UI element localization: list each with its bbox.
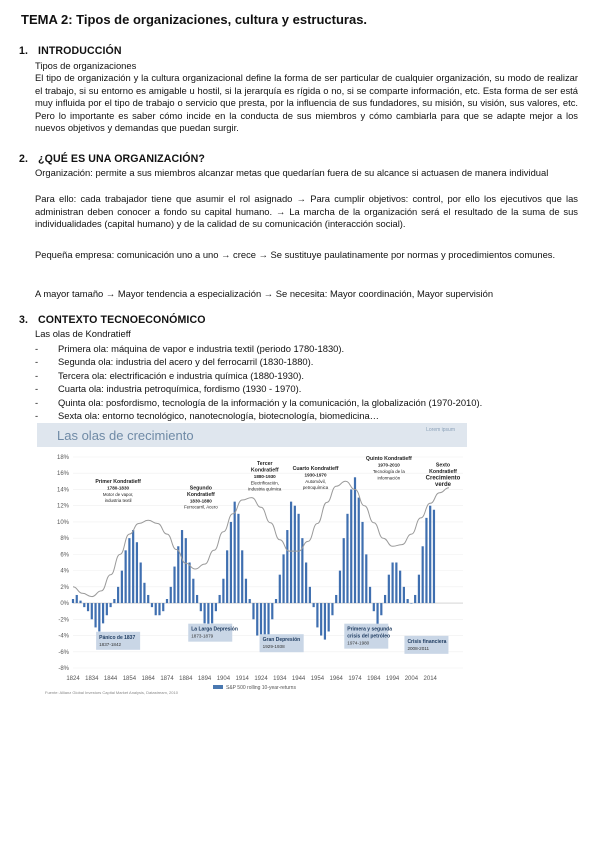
bar [72,599,74,603]
bar [320,603,322,635]
document-title: TEMA 2: Tipos de organizaciones, cultura y estructuras. [21,12,368,27]
section-2-paragraph-4: A mayor tamaño → Mayor tendencia a especialización → Se necesita: Mayor coordinación, Mayor supervisión [35,288,494,299]
x-tick-label: 1884 [179,676,193,682]
y-tick-label: 0% [60,601,69,608]
y-tick-label: 4% [60,568,69,575]
x-tick-label: 1924 [254,676,268,682]
bar [76,595,78,603]
x-tick-label: 1964 [329,676,343,682]
bar [433,510,435,603]
bar [204,603,206,623]
crisis-box [404,636,448,654]
bar [192,579,194,603]
wave-annotation-text: Kondratieff [429,469,457,476]
bar [128,538,130,603]
bar [222,579,224,603]
wave-annotation-text: Sexto [435,462,451,469]
section-1-paragraph: El tipo de organización y la cultura organizacional define la forma de ser particular de cualquier organización, su modo de realizar el trabajo, si su entorno es amigable u hostil, si la jerarquía es rígida o no, si se comparte información, etc. Esta forma de ser está muy influida por el tipo de trabajo o servicio que presta, por la influencia de sus fundadores, su misión, su visión, sus valores, etc. Pero lo importante es saber cómo incide en la conducta de sus miembros y cómo cambiarla para que se adapte mejor a los nuevos objetivos y demandas que puedan surgir. [35,72,578,134]
bar [403,587,405,603]
bar [158,603,160,615]
crisis-years: 2008-2011 [407,645,430,651]
crisis-label: Pánico de 1837 [99,634,136,641]
bar [313,603,315,607]
bar [410,603,412,604]
x-tick-label: 1874 [160,676,174,682]
crisis-label: Primera y segunda [347,626,393,633]
y-tick-label: 2% [60,584,69,591]
bar [425,518,427,603]
wave-annotation-text: 1970-2010 [377,462,400,468]
bar [151,603,153,607]
section-3-subheading: Las olas de Kondratieff [35,328,131,339]
bar [361,522,363,603]
section-2-number: 2. [19,153,29,165]
bar [185,538,187,603]
wave-annotation-text: industria química [248,486,282,492]
crisis-label: La Larga Depresión [191,626,238,633]
x-tick-label: 1974 [348,676,362,682]
bar [177,546,179,603]
bar [215,603,217,611]
bar [354,477,356,603]
section-1-heading [19,45,122,57]
section-2-paragraph-2: Para ello: cada trabajador tiene que asumir el rol asignado → Para cumplir objetivos: control, por ello los ejecutivos que las administran deben conocer a fondo su capital humano. → La marcha de la organización será el resultado de la suma de sus individualidades (capital humano) y de la calidad de su comunicación (interacción social). [35,193,578,230]
legend-label: S&P 500 rolling 10-year-returns [226,685,296,691]
chart-background [37,423,467,695]
crisis-years: 1837-1842 [99,641,122,647]
chart-source-note: Fuente: Allianz Global Investors Capital Market Analysis, Datastream, 2010 [45,690,178,695]
bar [275,599,277,603]
bar [271,603,273,619]
bar [181,530,183,603]
bar [166,599,168,603]
y-tick-label: 10% [56,519,69,526]
section-2-paragraph-1: Organización: permite a sus miembros alcanzar metas que quedarían fuera de su alcance si actuasen de manera individual [35,167,549,178]
bar [358,498,360,604]
list-item: - Primera ola: máquina de vapor e industria textil (periodo 1780-1830). [35,343,345,354]
wave-annotation-text: información [377,475,401,481]
waves-list [35,342,482,422]
wave-annotation-text: verde [434,481,452,488]
y-tick-label: 14% [56,487,69,494]
bar [241,550,243,603]
bar [188,563,190,604]
bar [286,530,288,603]
bar [279,575,281,603]
bar [237,514,239,603]
bar [407,599,409,603]
bar [79,601,81,603]
x-tick-label: 1934 [273,676,287,682]
bar [282,554,284,603]
wave-annotation-text: Tecnología de la [372,469,405,475]
wave-annotation-text: Electrificación, [250,480,279,486]
bar [117,587,119,603]
bar [380,603,382,615]
x-tick-label: 1984 [367,676,381,682]
bar [132,530,134,603]
wave-annotation-text: Ferrocarril, Acero [184,504,218,510]
y-tick-label: -2% [58,617,69,624]
bar [350,489,352,603]
section-1-subheading: Tipos de organizaciones [35,60,137,71]
x-tick-label: 1994 [385,676,400,682]
bar [324,603,326,640]
crisis-box [344,624,392,649]
bar [252,603,254,619]
list-item: - Quinta ola: posfordismo, tecnología de la información y la comunicación, la globalización (1970-2010). [35,396,483,408]
x-tick-label: 1944 [291,676,306,682]
wave-annotation-text: Crecimiento [425,475,461,482]
x-tick-label: 1854 [122,676,137,682]
bar [339,571,341,603]
bar [369,587,371,603]
wave-annotation-text: Tercer [257,461,273,468]
crisis-years: 1974-1980 [347,640,370,646]
bar [91,603,93,619]
chart-title: Las olas de crecimiento [57,428,194,443]
wave-annotation-text: Primer Kondratieff [95,478,141,485]
bar [245,579,247,603]
wave-annotation-text: Segundo [189,485,212,492]
bar [298,514,300,603]
bar [395,563,397,604]
wave-annotation-text: Kondratieff [250,467,279,474]
list-item: - Sexta ola: entorno tecnológico, nanotecnología, biotecnología, biomedicina… [35,410,380,422]
wave-annotation-text: 1780-1830 [107,485,130,491]
section-3-heading [19,314,206,326]
x-tick-label: 1904 [216,676,231,682]
bar [102,603,104,623]
wave-annotation-text: 1930-1970 [304,472,327,478]
kondratieff-chart [37,423,467,695]
crisis-box [96,632,140,650]
x-tick-label: 1834 [85,676,99,682]
bar [196,595,198,603]
x-tick-label: 1894 [197,676,212,682]
x-tick-label: 1954 [310,676,325,682]
wave-annotation-text: Cuarto Kondratieff [292,465,339,472]
list-item: - Cuarta ola: industria petroquímica, fordismo (1930 - 1970). [35,383,302,395]
chart-top-right-label: Lorem ipsum [426,427,455,433]
bar [200,603,202,611]
crisis-years: 1929-1938 [262,644,285,650]
section-1-number: 1. [19,45,29,57]
section-2-heading [19,153,205,165]
wave-annotation-text: Kondratieff [187,491,215,498]
bar [384,595,386,603]
bar [98,603,100,631]
y-tick-label: -6% [58,649,69,656]
bar [173,567,175,604]
bar [143,583,145,603]
x-tick-label: 1914 [235,676,249,682]
bar [388,575,390,603]
section-3-title: CONTEXTO TECNOECONÓMICO [38,314,206,326]
bar [234,502,236,603]
bar [422,546,424,603]
wave-annotation-text: 1830-1880 [189,498,212,504]
bar [147,595,149,603]
section-1-title: INTRODUCCIÓN [38,45,122,57]
legend-swatch [213,685,223,689]
bar [113,599,115,603]
wave-annotation-text: 1880-1930 [253,473,276,479]
bar [256,603,258,635]
bar [328,603,330,631]
bar [418,575,420,603]
bar [335,595,337,603]
wave-annotation-text: Automóvil, [305,478,326,484]
y-tick-label: -4% [58,633,69,640]
y-tick-label: 12% [56,503,69,510]
crisis-years: 1873-1879 [191,633,214,639]
bar [316,603,318,627]
x-tick-label: 2004 [404,676,419,682]
bar [331,603,333,615]
x-tick-label: 2014 [423,676,437,682]
bar [305,563,307,604]
bar [170,587,172,603]
bar [290,502,292,603]
chart-svg [37,423,467,695]
bar [343,538,345,603]
bar [121,571,123,603]
bar [83,603,85,607]
x-tick-label: 1824 [66,676,80,682]
bar [162,603,164,611]
bar [346,514,348,603]
bar [230,522,232,603]
bar [219,595,221,603]
bar [94,603,96,627]
y-tick-label: 6% [60,552,69,559]
y-tick-label: -8% [58,666,69,672]
x-tick-label: 1844 [103,676,118,682]
bar [110,603,112,607]
crisis-label: Gran Depresión [262,637,301,644]
crisis-box [188,624,238,642]
section-3-number: 3. [19,314,29,326]
bar [365,554,367,603]
bar [249,599,251,603]
bar [267,603,269,635]
bar [309,587,311,603]
bar [226,550,228,603]
bar [140,563,142,604]
bar [155,603,157,615]
crisis-label: Crisis financiera [407,638,447,645]
bar [294,506,296,603]
bar [399,571,401,603]
bar [429,506,431,603]
wave-annotation-text: Quinto Kondratieff [365,456,412,463]
bar [414,595,416,603]
crisis-label: crisis del petróleo [347,633,391,640]
y-tick-label: 8% [60,536,69,543]
bar [392,563,394,604]
section-2-title: ¿QUÉ ES UNA ORGANIZACIÓN? [38,153,205,165]
list-item: - Tercera ola: electrificación e industria química (1880-1930). [35,369,304,381]
wave-annotation-text: Motor de vapor, [102,491,134,497]
list-item: - Segunda ola: industria del acero y del ferrocarril (1830-1880). [35,356,314,368]
x-tick-label: 1864 [141,676,155,682]
crisis-box [260,634,304,652]
section-2-paragraph-3: Pequeña empresa: comunicación uno a uno → crece → Se sustituye paulatinamente por normas y procedimientos comunes. [35,249,556,260]
y-tick-label: 16% [56,471,69,478]
bar [211,603,213,623]
wave-annotation-text: petroquímica [302,485,329,491]
y-tick-label: 18% [56,455,69,461]
bar [136,542,138,603]
bar [125,550,127,603]
bar [87,603,89,611]
bar [106,603,108,615]
bar [373,603,375,611]
wave-annotation-text: industria textil [104,498,132,504]
